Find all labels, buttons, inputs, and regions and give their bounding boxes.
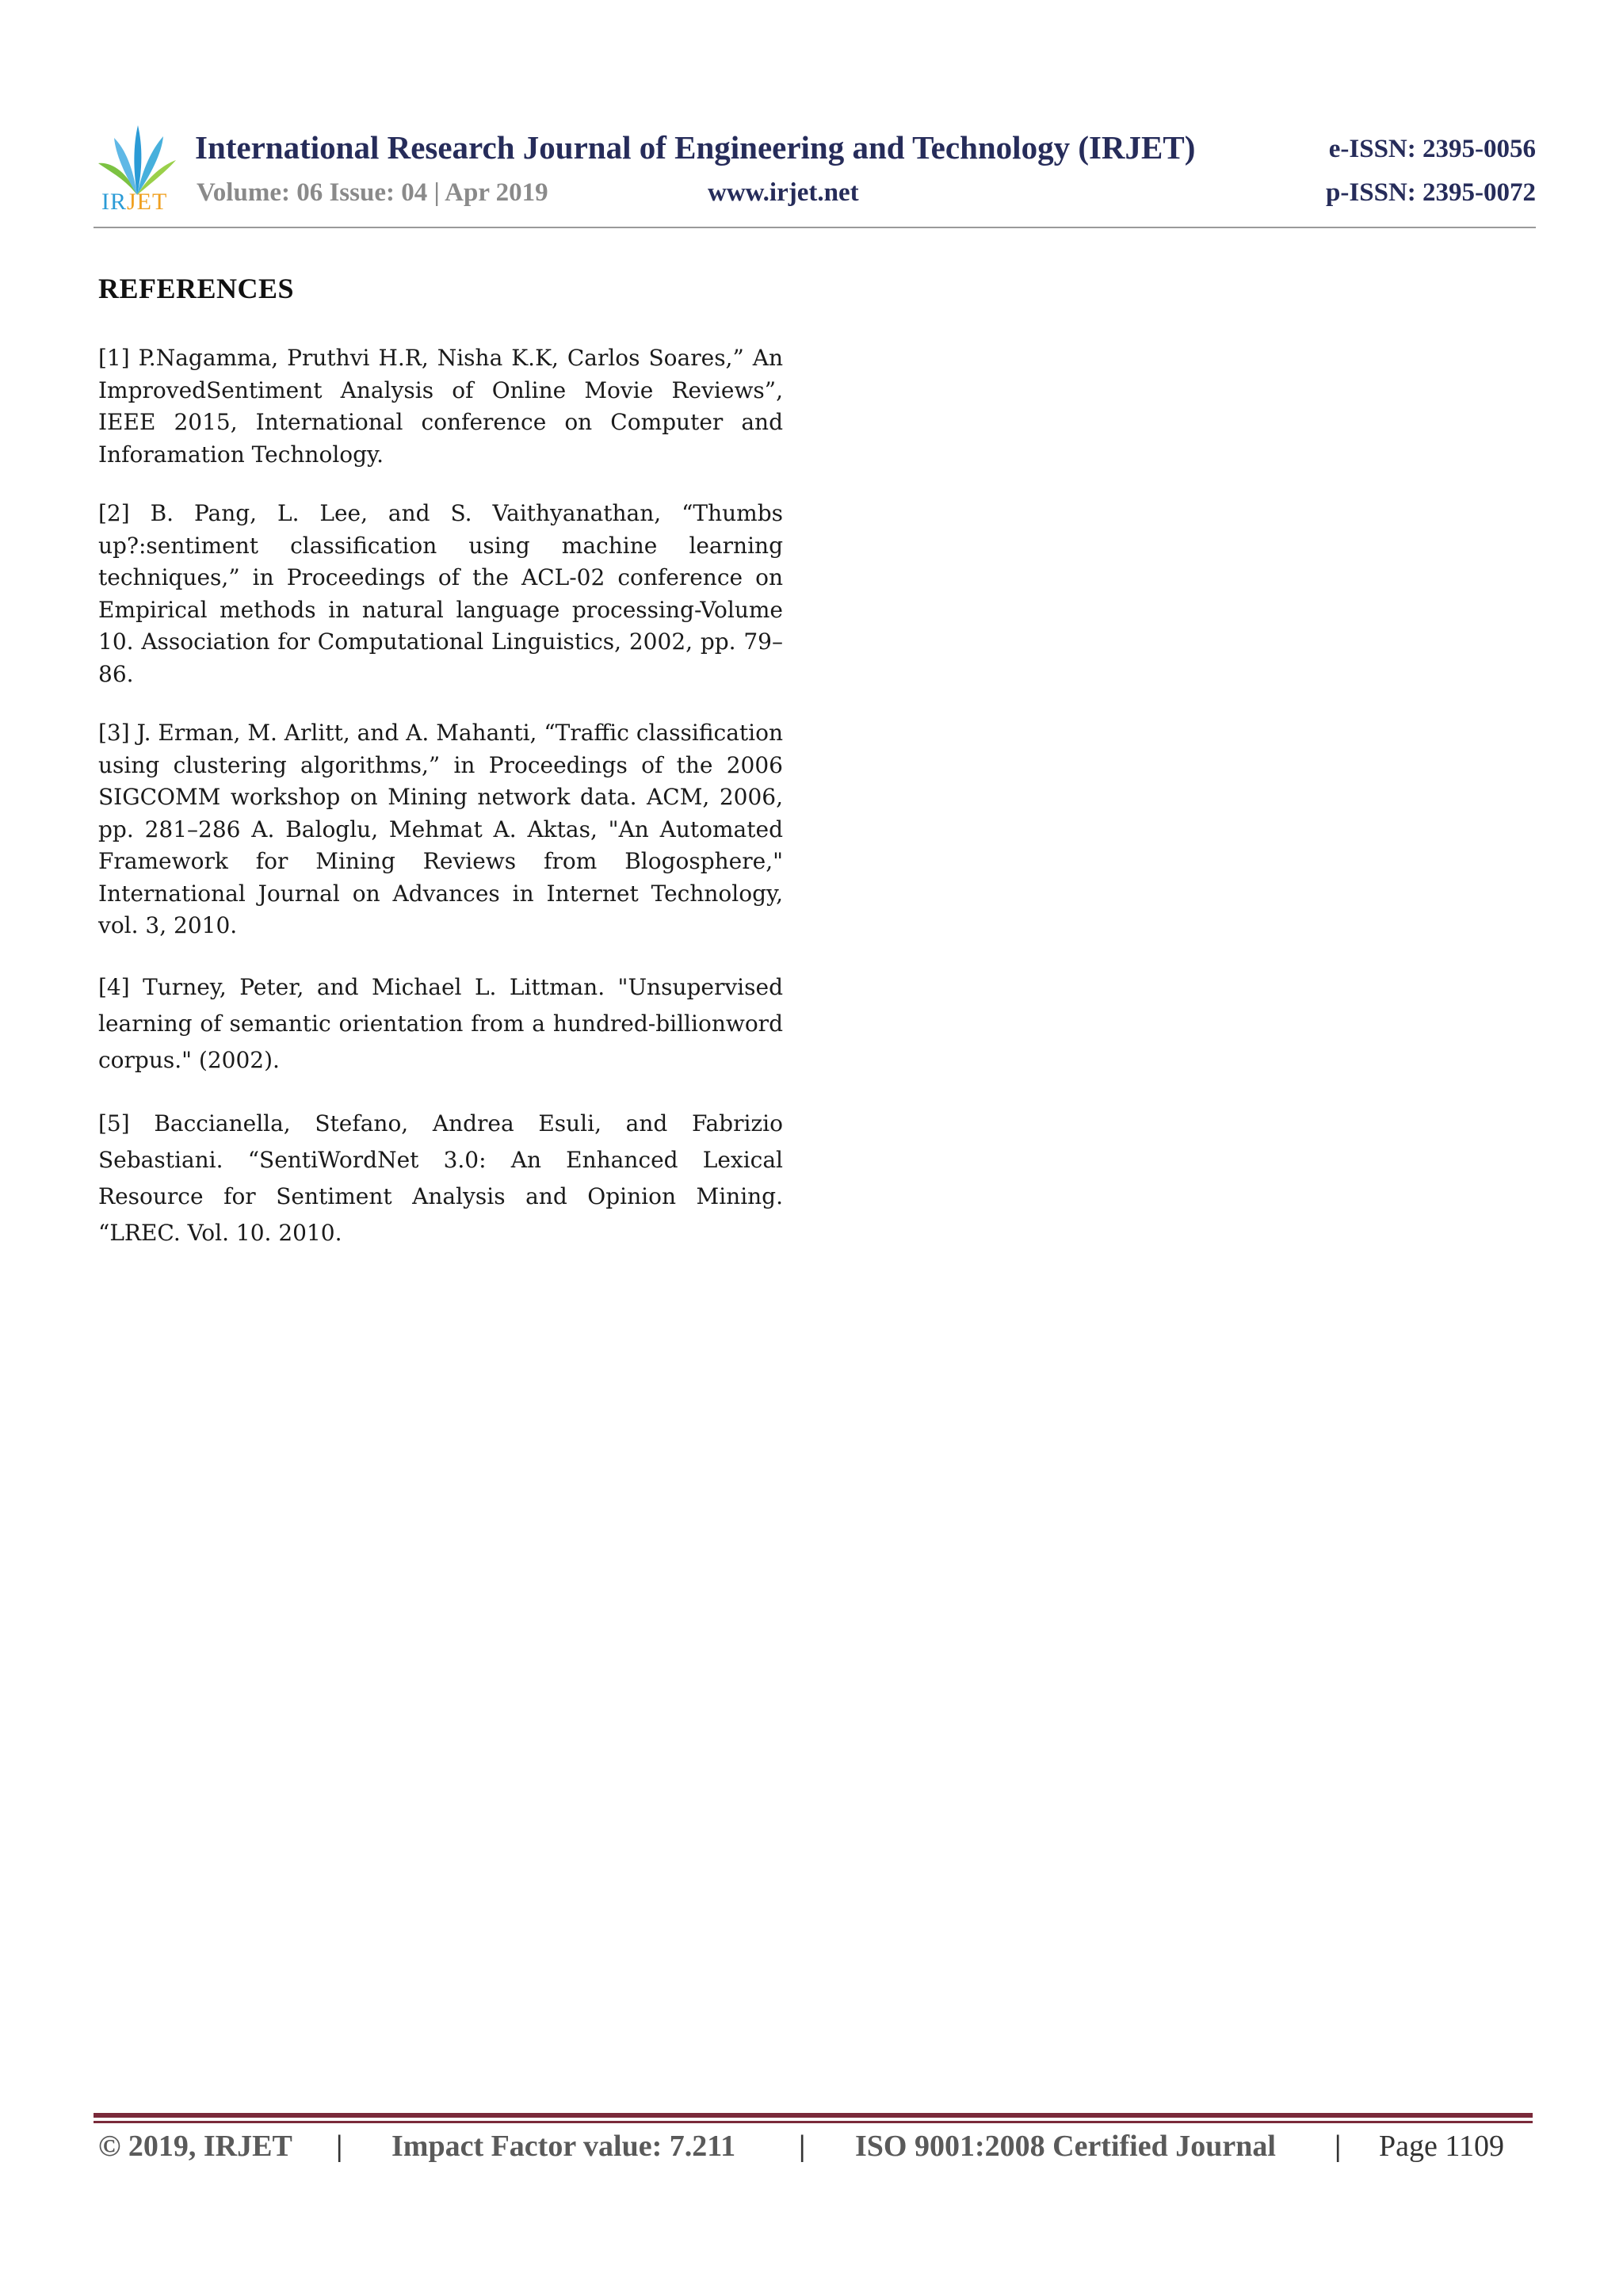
references-heading: REFERENCES — [98, 273, 295, 304]
journal-title: International Research Journal of Engineering and Technology (IRJET) — [195, 129, 1196, 166]
page-footer — [98, 2129, 1525, 2170]
page-header — [94, 113, 1536, 230]
footer-separator: | — [336, 2130, 343, 2163]
irjet-logo — [94, 116, 181, 219]
footer-page-number: Page 1109 — [1379, 2130, 1504, 2163]
references-list — [98, 342, 783, 1278]
footer-separator: | — [799, 2130, 806, 2163]
reference-item: [4] Turney, Peter, and Michael L. Littman. "Unsupervised learning of semantic orientation from a hundred-billionword corpus." (2002). — [98, 973, 783, 1073]
journal-website[interactable]: www.irjet.net — [708, 178, 859, 207]
footer-separator: | — [1335, 2130, 1342, 2163]
footer-divider-thick — [94, 2113, 1533, 2118]
footer-iso-certification: ISO 9001:2008 Certified Journal — [855, 2130, 1276, 2163]
footer-divider-thin — [94, 2121, 1533, 2123]
e-issn: e-ISSN: 2395-0056 — [1328, 135, 1536, 163]
reference-item: [2] B. Pang, L. Lee, and S. Vaithyanathan, “Thumbs up?:sentiment classification using machine learning techniques,” in Proceedings of the ACL-02 conference on Empirical methods in natural language processing-Volume 10. Association for Computational Linguistics, 2002, pp. 79–86. — [98, 500, 783, 687]
reference-item: [3] J. Erman, M. Arlitt, and A. Mahanti, “Traffic classification using clustering algorithms,” in Proceedings of the 2006 SIGCOMM workshop on Mining network data. ACM, 2006, pp. 281–286 A. Baloglu, Mehmat A. Aktas, "An Automated Framework for Mining Reviews from Blogosphere," International Journal on Advances in Internet Technology, vol. 3, 2010. — [98, 720, 783, 938]
p-issn: p-ISSN: 2395-0072 — [1326, 178, 1536, 207]
header-divider — [94, 227, 1536, 228]
footer-copyright: © 2019, IRJET — [98, 2130, 292, 2163]
logo-wordmark: IRJET — [101, 189, 168, 215]
volume-issue: Volume: 06 Issue: 04 | Apr 2019 — [197, 178, 548, 207]
reference-item: [1] P.Nagamma, Pruthvi H.R, Nisha K.K, Carlos Soares,” An ImprovedSentiment Analysis of Online Movie Reviews”, IEEE 2015, International conference on Computer and Inforamation Technology. — [98, 345, 783, 468]
footer-impact-factor: Impact Factor value: 7.211 — [391, 2130, 736, 2163]
reference-item: [5] Baccianella, Stefano, Andrea Esuli, and Fabrizio Sebastiani. “SentiWordNet 3.0: An Enhanced Lexical Resource for Sentiment Analysis and Opinion Mining. “LREC. Vol. 10. 2010. — [98, 1110, 783, 1246]
